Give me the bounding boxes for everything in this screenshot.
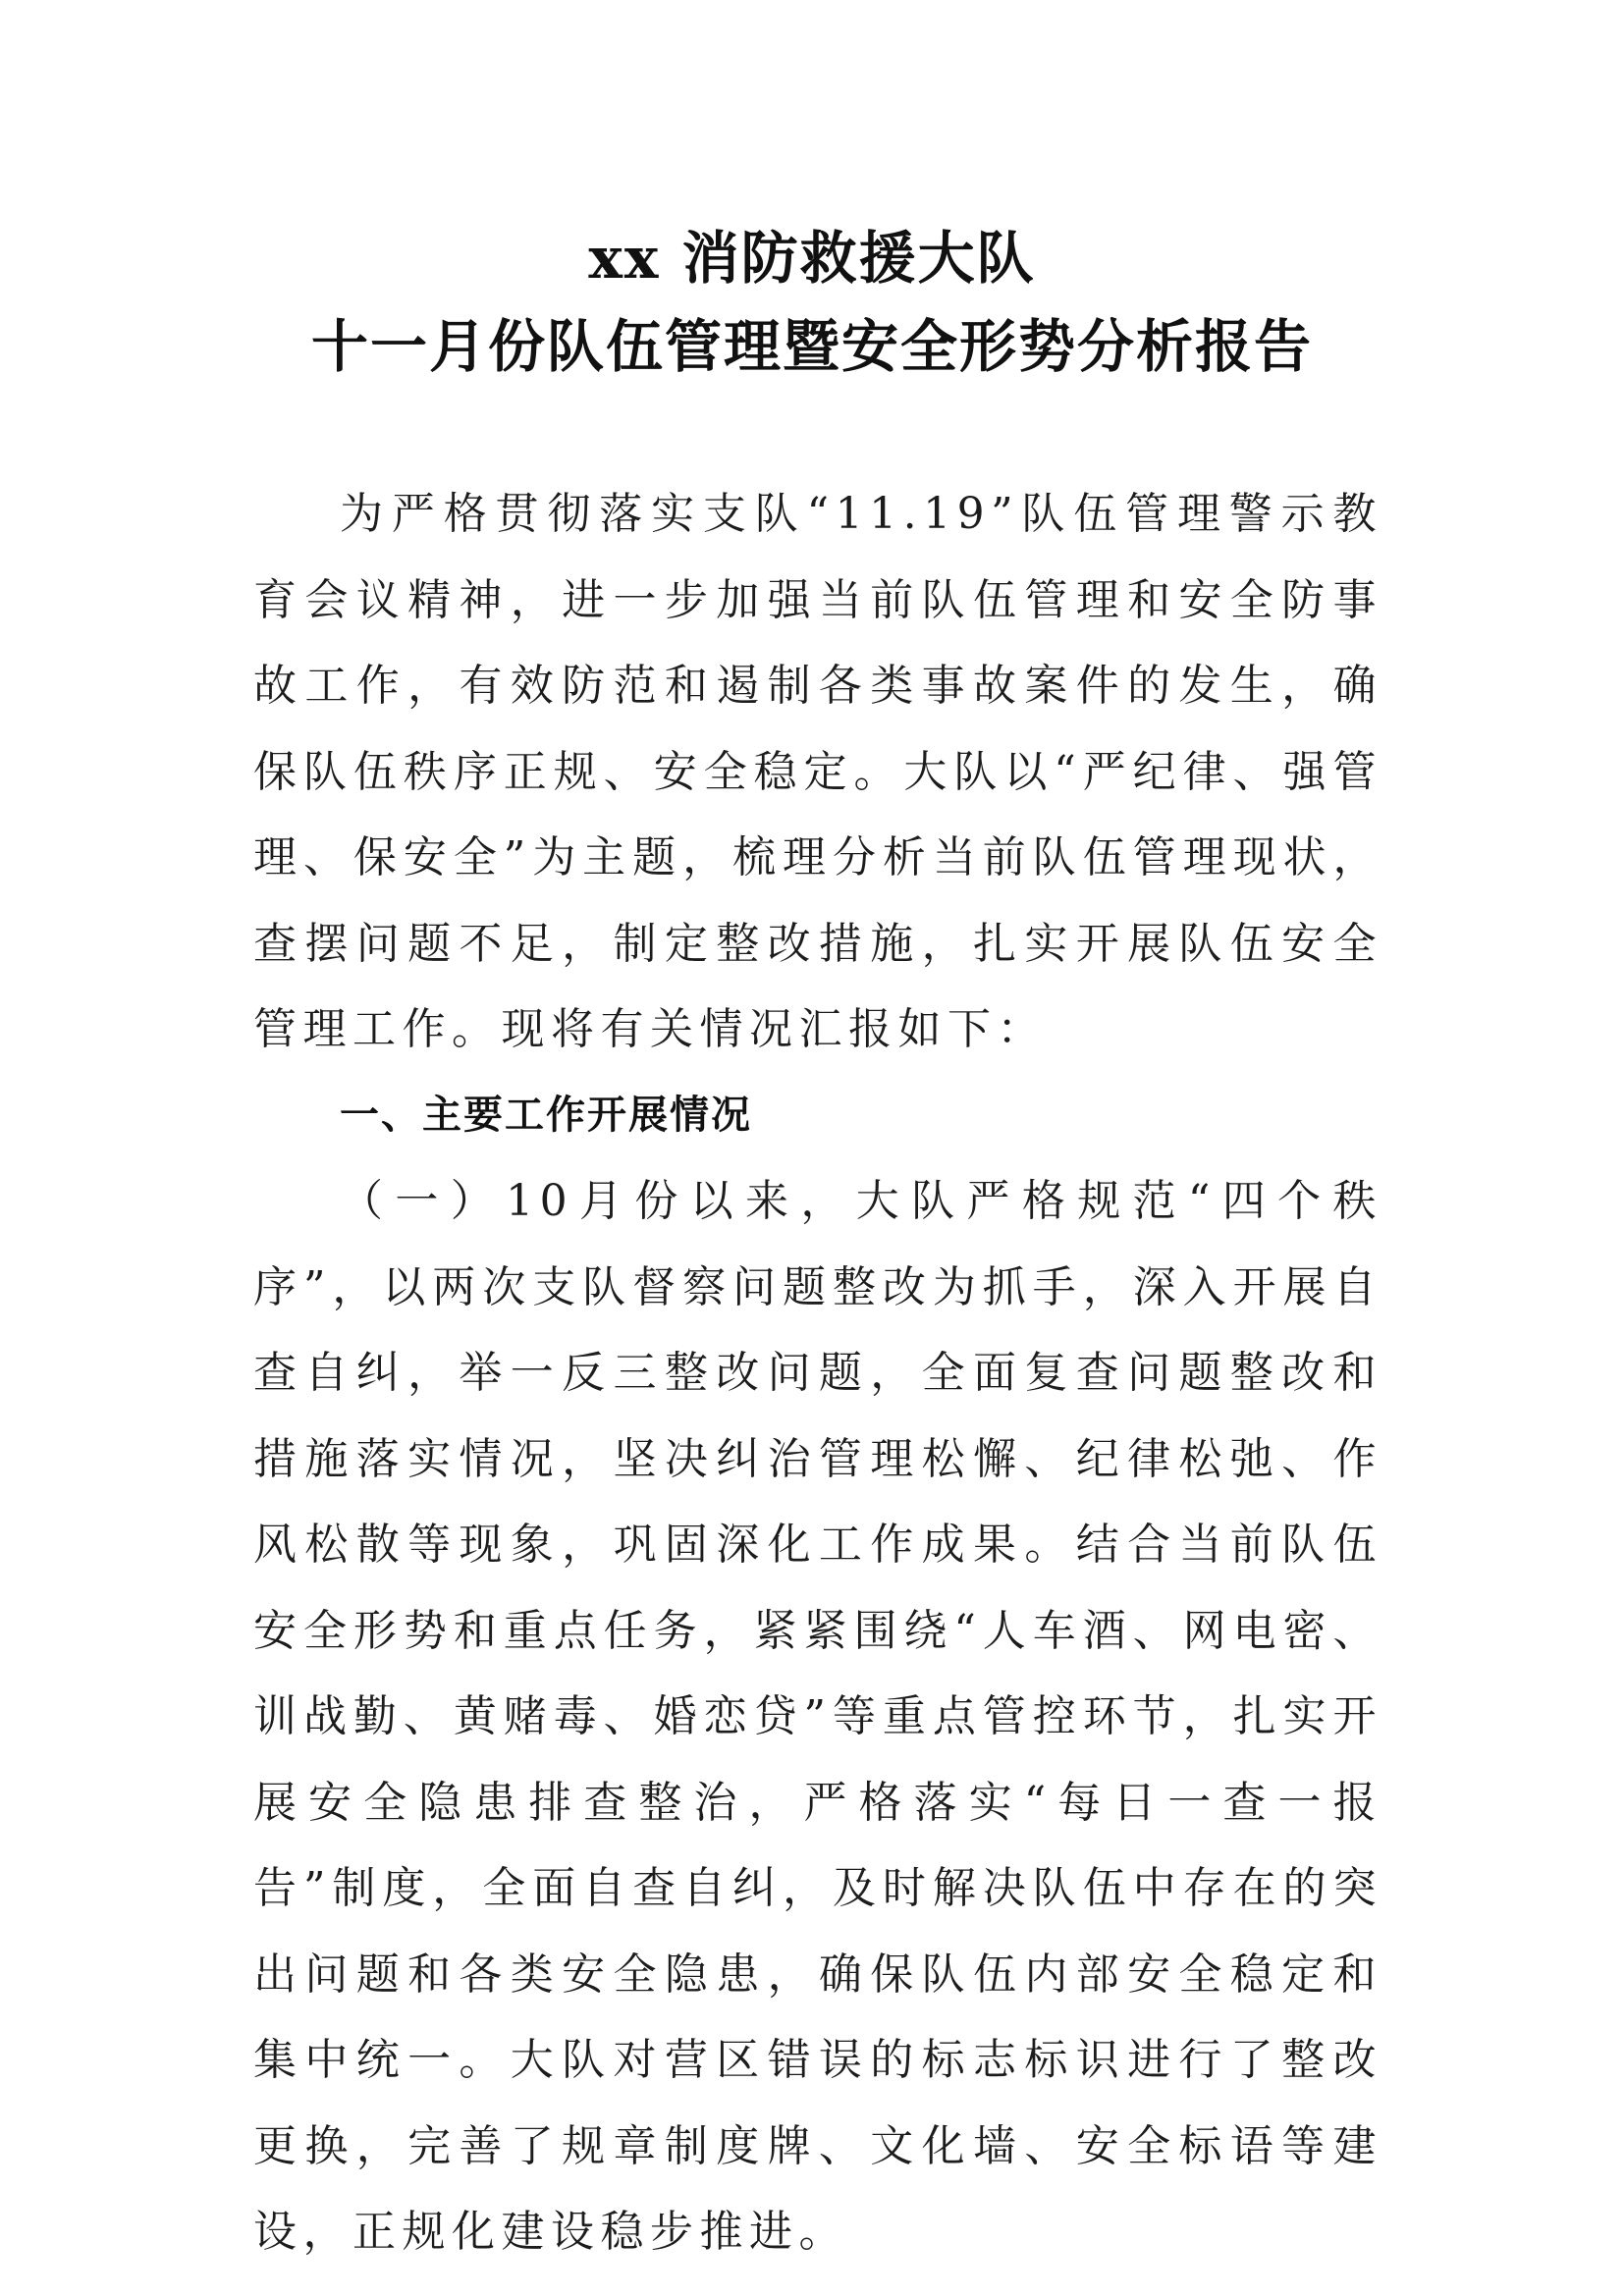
document-body	[253, 471, 1382, 2275]
section-paragraph-order: （一）10月份以来，大队严格规范“四个秩序”，以两次支队督察问题整改为抓手，深入开展自查自纠，举一反三整改问题，全面复查问题整改和措施落实情况，坚决纠治管理松懈、纪律松弛、作风松散等现象，巩固深化工作成果。结合当前队伍安全形势和重点任务，紧紧围绕“人车酒、网电密、训战勤、黄赌毒、婚恋贷”等重点管控环节，扎实开展安全隐患排查整治，严格落实“每日一查一报告”制度，全面自查自纠，及时解决队伍中存在的突出问题和各类安全隐患，确保队伍内部安全稳定和集中统一。大队对营区错误的标志标识进行了整改更换，完善了规章制度牌、文化墙、安全标语等建设，正规化建设稳步推进。	[253, 1176, 1382, 2257]
title-line-unit: xx 消防救援大队	[588, 225, 1036, 292]
title-line-report: 十一月份队伍管理暨安全形势分析报告	[310, 313, 1313, 380]
intro-paragraph: 为严格贯彻落实支队“11.19”队伍管理警示教育会议精神，进一步加强当前队伍管理和安全防事故工作，有效防范和遏制各类事故案件的发生，确保队伍秩序正规、安全稳定。大队以“严纪律、强管理、保安全”为主题，梳理分析当前队伍管理现状，查摆问题不足，制定整改措施，扎实开展队伍安全管理工作。现将有关情况汇报如下：	[253, 489, 1382, 1054]
document-title	[0, 214, 1624, 391]
section-heading-main-work: 一、主要工作开展情况	[340, 1092, 752, 1138]
